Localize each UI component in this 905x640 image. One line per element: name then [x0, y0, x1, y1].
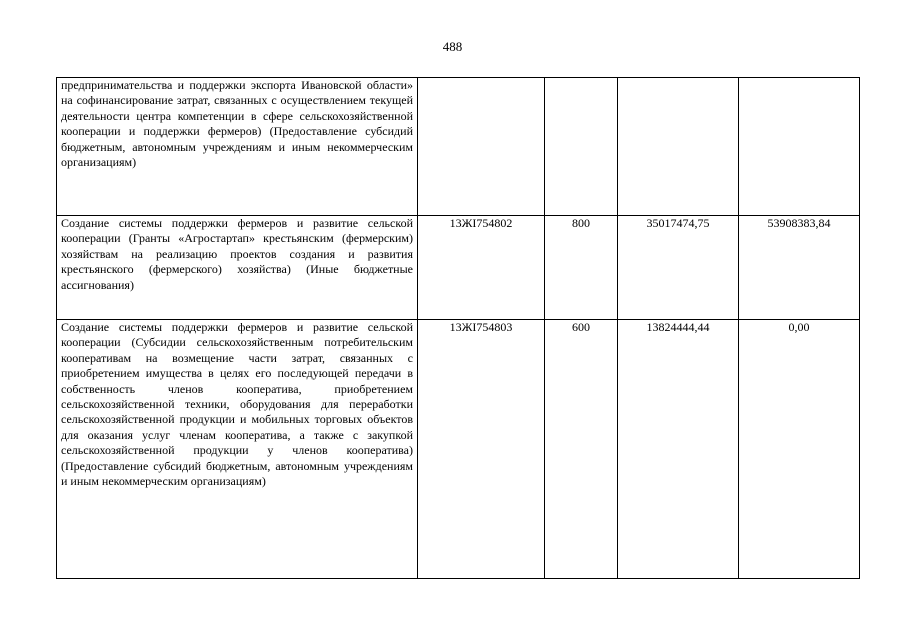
row-expense-type: 800 [545, 216, 618, 320]
row-value-2: 0,00 [739, 320, 860, 579]
row-value-1 [618, 78, 739, 216]
table-row [57, 78, 860, 216]
row-target-code: 13ЖI754803 [418, 320, 545, 579]
row-target-code: 13ЖI754802 [418, 216, 545, 320]
row-value-1: 35017474,75 [618, 216, 739, 320]
table-row [57, 320, 860, 579]
row-description: Создание системы поддержки фермеров и развитие сельской кооперации (Гранты «Агростартап» крестьянским (фермерским) хозяйствам на реализацию проектов создания и развития крестьянского (фермерского) хозяйства) (Иные бюджетные ассигнования) [57, 216, 418, 320]
row-value-2 [739, 78, 860, 216]
row-description: Создание системы поддержки фермеров и развитие сельской кооперации (Субсидии сельскохозяйственным потребительским кооперативам на возмещение части затрат, связанных с приобретением имущества в целях его последующей передачи в собственность членов кооператива, приобретением сельскохозяйственной техники, оборудования для переработки сельскохозяйственной продукции и мобильных торговых объектов для оказания услуг членам кооператива, а также с закупкой сельскохозяйственной продукции у членов кооператива) (Предоставление субсидий бюджетным, автономным учреждениям и иным некоммерческим организациям) [57, 320, 418, 579]
page-number: 488 [442, 39, 463, 54]
table-row [57, 216, 860, 320]
row-value-1: 13824444,44 [618, 320, 739, 579]
row-description: предпринимательства и поддержки экспорта Ивановской области» на софинансирование затрат, связанных с осуществлением текущей деятельности центра компетенции в сфере сельскохозяйственной кооперации и поддержки фермеров) (Предоставление субсидий бюджетным, автономным учреждениям и иным некоммерческим организациям) [57, 78, 418, 216]
row-value-2: 53908383,84 [739, 216, 860, 320]
row-target-code [418, 78, 545, 216]
budget-table [56, 77, 860, 579]
row-expense-type [545, 78, 618, 216]
row-expense-type: 600 [545, 320, 618, 579]
